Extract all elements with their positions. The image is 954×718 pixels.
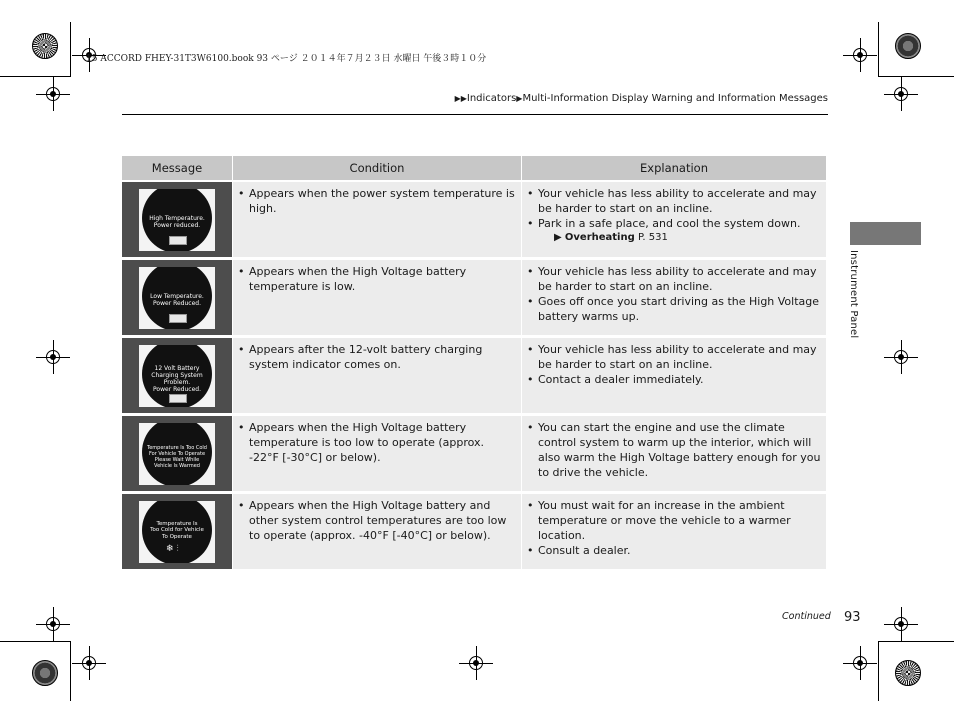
explanation-item: • You must wait for an increase in the ambient temperature or move the vehicle to a warmer location. (526, 498, 822, 543)
registration-starburst-bottom-right (895, 660, 921, 686)
explanation-cell (522, 260, 826, 335)
screen-message: High Temperature. Power reduced. (149, 214, 205, 229)
explanation-cell (522, 416, 826, 491)
screen-message: Low Temperature. Power Reduced. (150, 292, 204, 307)
breadcrumb-item-current: Multi-Information Display Warning and Information Messages (522, 93, 828, 104)
condition-cell (233, 182, 521, 257)
breadcrumb-separator-icon: ▶ (516, 94, 523, 103)
breadcrumb-arrows-icon: ▶▶ (454, 94, 467, 103)
condition-item: • Appears when the High Voltage battery temperature is too low to operate (approx. -22°F [-30°C] or below). (237, 420, 517, 465)
chapter-tab (850, 222, 921, 245)
header-message: Message (122, 156, 232, 180)
crop-line (70, 22, 71, 77)
header-explanation: Explanation (522, 156, 826, 180)
display-screen-image (139, 189, 215, 251)
crop-line (70, 641, 71, 701)
screen-message: Temperature Is Too Cold For Vehicle To Operate Please Wait While Vehicle Is Warmed (147, 444, 207, 469)
explanation-cell (522, 338, 826, 413)
registration-disc-top-right (895, 33, 921, 59)
message-cell (122, 182, 232, 257)
crop-line (878, 22, 879, 77)
display-badge-icon (169, 236, 187, 245)
display-badge-icon (169, 394, 187, 403)
explanation-item: • Goes off once you start driving as the High Voltage battery warms up. (526, 294, 822, 324)
xref-page: P. 531 (637, 232, 668, 243)
condition-cell (233, 494, 521, 569)
condition-cell (233, 416, 521, 491)
continued-label: Continued (782, 611, 831, 622)
table-row (122, 416, 826, 491)
message-cell (122, 494, 232, 569)
screen-message: Temperature Is Too Cold for Vehicle To Operate (150, 520, 204, 540)
registration-starburst-top-left (32, 33, 58, 59)
crop-line (0, 76, 70, 77)
crop-line (0, 641, 70, 642)
page-number: 93 (844, 610, 861, 625)
message-cell (122, 338, 232, 413)
display-screen-image (139, 501, 215, 563)
condition-cell (233, 338, 521, 413)
header-rule (122, 114, 828, 115)
table-row (122, 338, 826, 413)
xref-arrow-icon: ▶ (554, 232, 562, 243)
xref-label: Overheating (564, 232, 635, 243)
explanation-item: • Your vehicle has less ability to accelerate and may be harder to start on an incline. (526, 186, 822, 216)
header-condition: Condition (233, 156, 521, 180)
explanation-item: • Your vehicle has less ability to accelerate and may be harder to start on an incline. (526, 342, 822, 372)
condition-item: • Appears when the power system temperature is high. (237, 186, 517, 216)
print-header-stamp: 15 ACCORD FHEY-31T3W6100.book 93 ページ ２０１４年７月２３日 水曜日 午後３時１０分 (86, 54, 487, 64)
explanation-cell (522, 182, 826, 257)
breadcrumb (455, 93, 828, 104)
table-header-row (122, 156, 826, 180)
chapter-label (845, 250, 859, 340)
table-row (122, 494, 826, 569)
explanation-item: • Your vehicle has less ability to accelerate and may be harder to start on an incline. (526, 264, 822, 294)
chapter-label-text: Instrument Panel (848, 250, 859, 339)
cross-reference-link[interactable] (526, 231, 822, 245)
crop-line (878, 76, 954, 77)
screen-message: 12 Volt Battery Charging System Problem. Power Reduced. (151, 364, 203, 393)
explanation-cell (522, 494, 826, 569)
table-row (122, 260, 826, 335)
display-screen-image (139, 423, 215, 485)
explanation-item: • You can start the engine and use the climate control system to warm up the interior, which will also warm the High Voltage battery enough for you to drive the vehicle. (526, 420, 822, 480)
explanation-item: • Consult a dealer. (526, 543, 822, 558)
crop-line (878, 641, 879, 701)
table-row (122, 182, 826, 257)
display-screen-image (139, 267, 215, 329)
crop-line (878, 641, 954, 642)
explanation-item: • Contact a dealer immediately. (526, 372, 822, 387)
message-cell (122, 416, 232, 491)
condition-item: • Appears after the 12-volt battery charging system indicator comes on. (237, 342, 517, 372)
explanation-item: • Park in a safe place, and cool the system down. (526, 216, 822, 231)
snowflake-icon: ❄ ⫶ (166, 543, 179, 554)
message-cell (122, 260, 232, 335)
breadcrumb-item-indicators[interactable]: Indicators (466, 93, 517, 104)
display-screen-image (139, 345, 215, 407)
condition-item: • Appears when the High Voltage battery and other system control temperatures are too low to operate (approx. -40°F [-40°C] or below). (237, 498, 517, 543)
display-badge-icon (169, 314, 187, 323)
condition-cell (233, 260, 521, 335)
warning-messages-table (122, 156, 826, 572)
condition-item: • Appears when the High Voltage battery temperature is low. (237, 264, 517, 294)
registration-disc-bottom-left (32, 660, 58, 686)
